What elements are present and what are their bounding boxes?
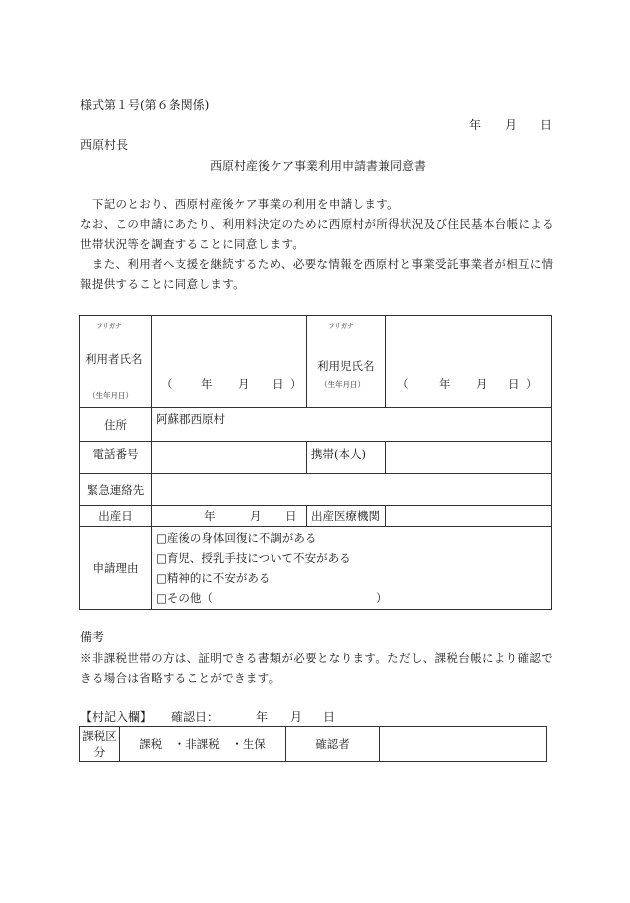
date-day-label: 日 — [540, 118, 553, 132]
user-birth-paren-open: （ — [161, 377, 173, 391]
reason-checkbox-physical[interactable]: □産後の身体回復に不調がある — [156, 531, 317, 545]
confirmer-field[interactable] — [380, 727, 547, 762]
address-label: 住所 — [80, 408, 152, 442]
date-month-label: 月 — [505, 118, 518, 132]
mobile-label: 携帯(本人) — [307, 442, 386, 474]
address-value: 阿蘇郡西原村 — [156, 411, 225, 426]
document-title: 西原村産後ケア事業利用申請書兼同意書 — [210, 159, 427, 173]
user-birthdate-note: （生年月日） — [88, 391, 133, 400]
tax-category-options[interactable]: 課税 ・非課税 ・生保 — [120, 727, 286, 762]
paragraph-line-3: 世帯状況等を調査することに同意します。 — [80, 237, 305, 251]
child-birthdate-note: （生年月日） — [320, 380, 365, 389]
reason-label: 申請理由 — [80, 527, 152, 610]
phone-field[interactable] — [152, 442, 307, 474]
birth-day-label: 日 — [285, 509, 297, 523]
user-birth-month-label: 月 — [238, 377, 250, 391]
birth-year-label: 年 — [204, 509, 216, 523]
form-number: 様式第１号(第６条関係) — [80, 98, 210, 112]
confirm-year-label: 年 — [256, 710, 269, 724]
user-birth-day-label: 日 — [272, 377, 284, 391]
hospital-label: 出産医療機関 — [307, 506, 386, 527]
birth-date-label: 出産日 — [80, 506, 152, 527]
child-birth-paren-open: （ — [397, 377, 409, 391]
notes-heading: 備考 — [80, 630, 105, 644]
child-birth-paren-close: ） — [526, 377, 538, 391]
reason-checkbox-other[interactable] — [152, 588, 551, 608]
user-birth-paren-close: ） — [290, 377, 302, 391]
child-birth-day-label: 日 — [508, 377, 520, 391]
reason-other-close: ） — [376, 591, 388, 605]
hospital-field[interactable] — [386, 506, 552, 527]
tax-category-label: 課税区分 — [80, 727, 120, 762]
address-field[interactable] — [152, 408, 552, 442]
child-birth-year-label: 年 — [439, 377, 451, 391]
birth-month-label: 月 — [250, 509, 262, 523]
office-heading: 【村記入欄】 — [80, 710, 153, 724]
reason-checkbox-mental[interactable]: □精神的に不安がある — [156, 571, 271, 585]
birth-date-field[interactable] — [152, 506, 307, 527]
phone-label: 電話番号 — [80, 442, 152, 474]
confirm-day-label: 日 — [323, 710, 336, 724]
child-furigana-label: フリガナ — [328, 322, 354, 330]
reason-other-label: □その他（ — [156, 591, 213, 605]
user-name-label: 利用者氏名 — [85, 352, 143, 366]
addressee: 西原村長 — [80, 138, 129, 152]
emergency-contact-field[interactable] — [152, 474, 552, 506]
paragraph-line-1: 下記のとおり、西原村産後ケア事業の利用を申請します。 — [80, 197, 400, 211]
child-name-field[interactable] — [386, 316, 552, 408]
user-birth-year-label: 年 — [201, 377, 213, 391]
paragraph-line-5: 報提供することに同意します。 — [80, 277, 245, 291]
confirm-month-label: 月 — [290, 710, 303, 724]
user-name-label-cell — [80, 316, 152, 408]
child-birth-month-label: 月 — [476, 377, 488, 391]
confirm-date-label: 確認日： — [171, 710, 220, 724]
notes-line-2: きる場合は省略することができます。 — [80, 671, 281, 685]
child-name-label: 利用児氏名 — [317, 359, 375, 373]
user-name-field[interactable] — [152, 316, 307, 408]
reason-options — [152, 527, 552, 610]
reason-checkbox-childcare[interactable]: □育児、授乳手技について不安がある — [156, 551, 351, 565]
furigana-label: フリガナ — [96, 322, 122, 330]
child-name-label-cell — [307, 316, 386, 408]
office-use-table — [79, 726, 547, 762]
paragraph-line-2: なお、この申請にあたり、利用料決定のために西原村が所得状況及び住民基本台帳による — [80, 217, 554, 231]
mobile-field[interactable] — [386, 442, 552, 474]
notes-line-1: ※非課税世帯の方は、証明できる書類が必要となります。ただし、課税台帳により確認で — [80, 651, 554, 665]
confirmer-label: 確認者 — [286, 727, 380, 762]
date-year-label: 年 — [469, 118, 482, 132]
emergency-contact-label: 緊急連絡先 — [80, 474, 152, 506]
paragraph-line-4: また、利用者へ支援を継続するため、必要な情報を西原村と事業受託事業者が相互に情 — [80, 257, 554, 271]
application-form-table — [79, 315, 552, 610]
